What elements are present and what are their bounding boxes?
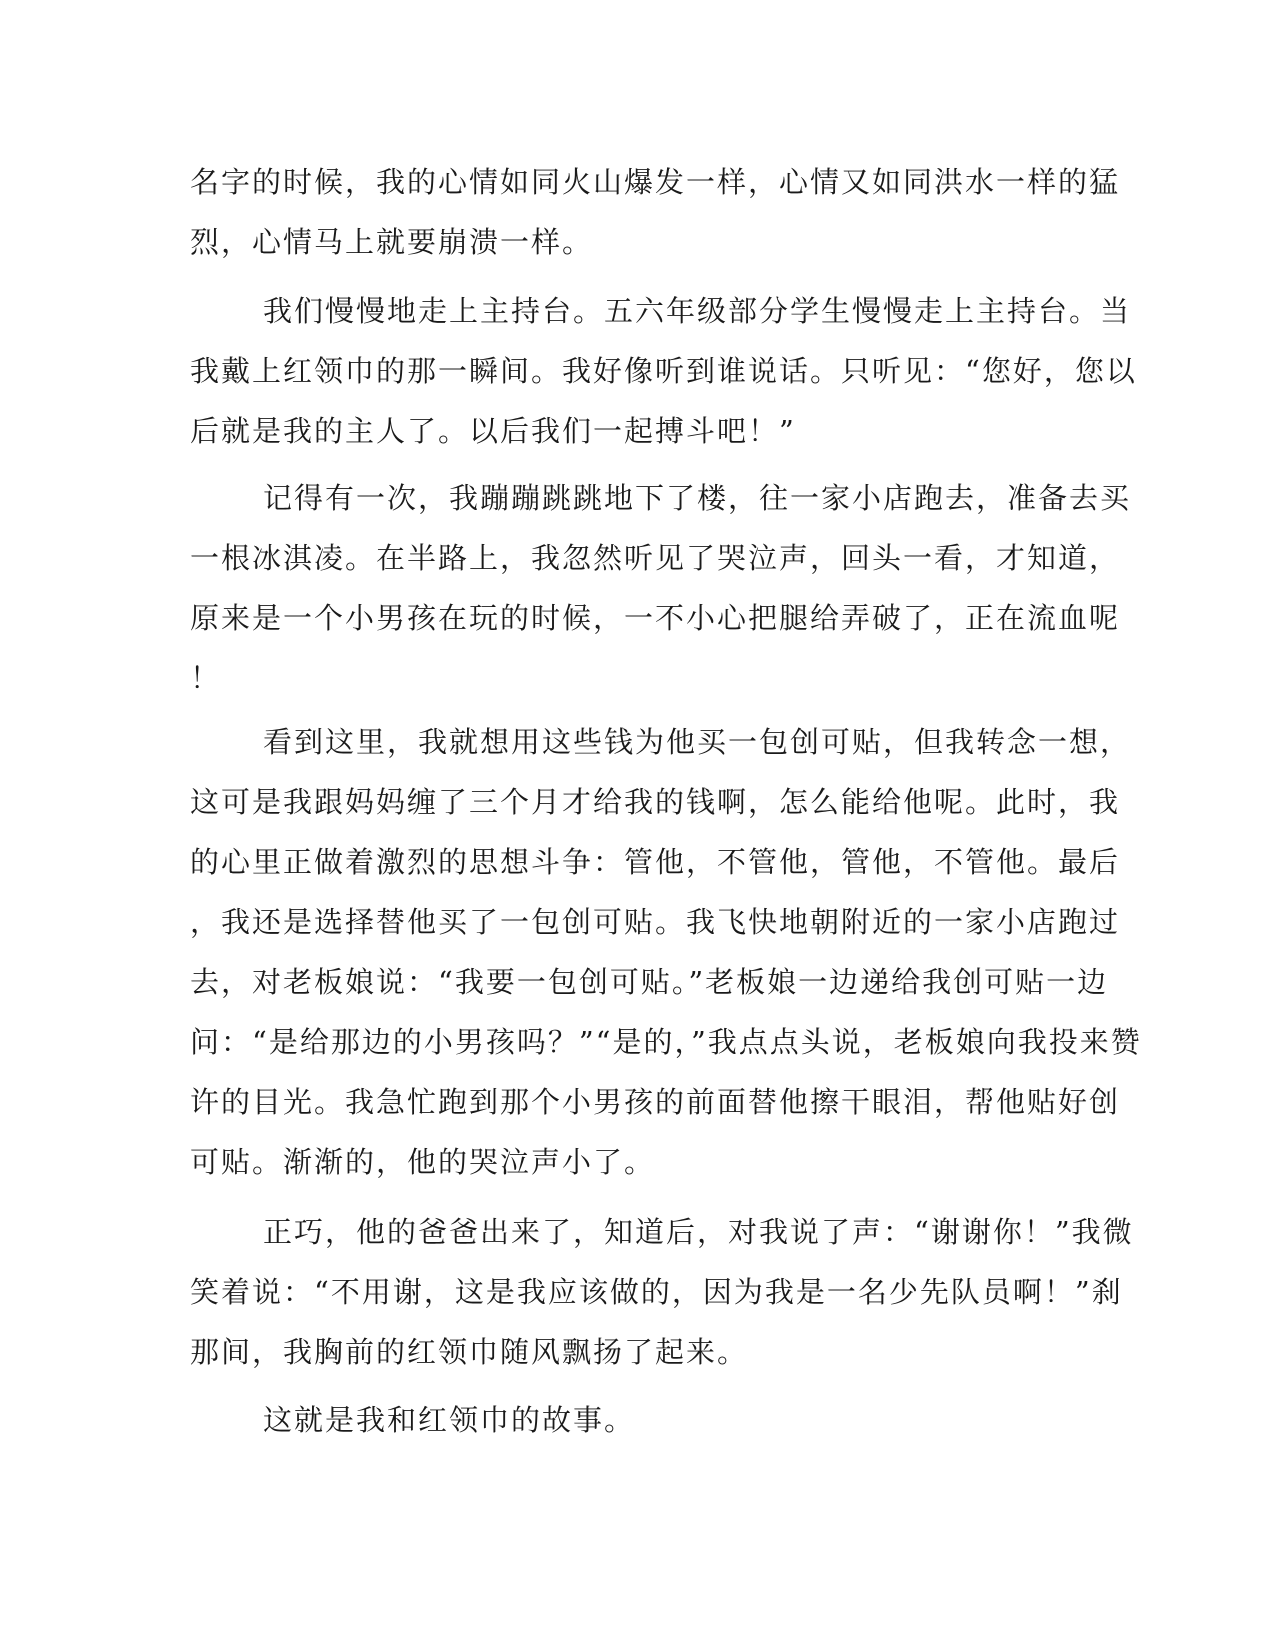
text-line: 这可是我跟妈妈缠了三个月才给我的钱啊，怎么能给他呢。此时，我 [190, 785, 1121, 819]
paragraph-first-line: 这就是我和红领巾的故事。 [263, 1403, 636, 1437]
text-line: 烈，心情马上就要崩溃一样。 [190, 225, 594, 259]
text-line: 名字的时候，我的心情如同火山爆发一样，心情又如同洪水一样的猛 [190, 165, 1121, 199]
text-line: 我戴上红领巾的那一瞬间。我好像听到谁说话。只听见：“您好，您以 [190, 354, 1137, 388]
text-line: 原来是一个小男孩在玩的时候，一不小心把腿给弄破了，正在流血呢 [190, 601, 1121, 635]
text-line: 后就是我的主人了。以后我们一起搏斗吧！” [190, 414, 796, 448]
paragraph-first-line: 看到这里，我就想用这些钱为他买一包创可贴，但我转念一想， [263, 725, 1132, 759]
text-line: 的心里正做着激烈的思想斗争：管他，不管他，管他，不管他。最后 [190, 845, 1121, 879]
text-line: 笑着说：“不用谢，这是我应该做的，因为我是一名少先队员啊！”刹 [190, 1275, 1123, 1309]
text-line: 去，对老板娘说：“我要一包创可贴。”老板娘一边递给我创可贴一边 [190, 965, 1109, 999]
text-line: 一根冰淇凌。在半路上，我忽然听见了哭泣声，回头一看，才知道， [190, 541, 1121, 575]
text-line: ，我还是选择替他买了一包创可贴。我飞快地朝附近的一家小店跑过 [190, 905, 1121, 939]
paragraph-first-line: 正巧，他的爸爸出来了，知道后，对我说了声：“谢谢你！”我微 [263, 1215, 1134, 1249]
paragraph-first-line: 我们慢慢地走上主持台。五六年级部分学生慢慢走上主持台。当 [263, 294, 1132, 328]
text-line: 许的目光。我急忙跑到那个小男孩的前面替他擦干眼泪，帮他贴好创 [190, 1085, 1121, 1119]
text-line: ！ [190, 661, 222, 695]
text-line: 问：“是给那边的小男孩吗？”“是的，”我点点头说，老板娘向我投来赞 [190, 1025, 1142, 1059]
paragraph-first-line: 记得有一次，我蹦蹦跳跳地下了楼，往一家小店跑去，准备去买 [263, 481, 1132, 515]
text-line: 那间，我胸前的红领巾随风飘扬了起来。 [190, 1335, 749, 1369]
text-line: 可贴。渐渐的，他的哭泣声小了。 [190, 1145, 656, 1179]
